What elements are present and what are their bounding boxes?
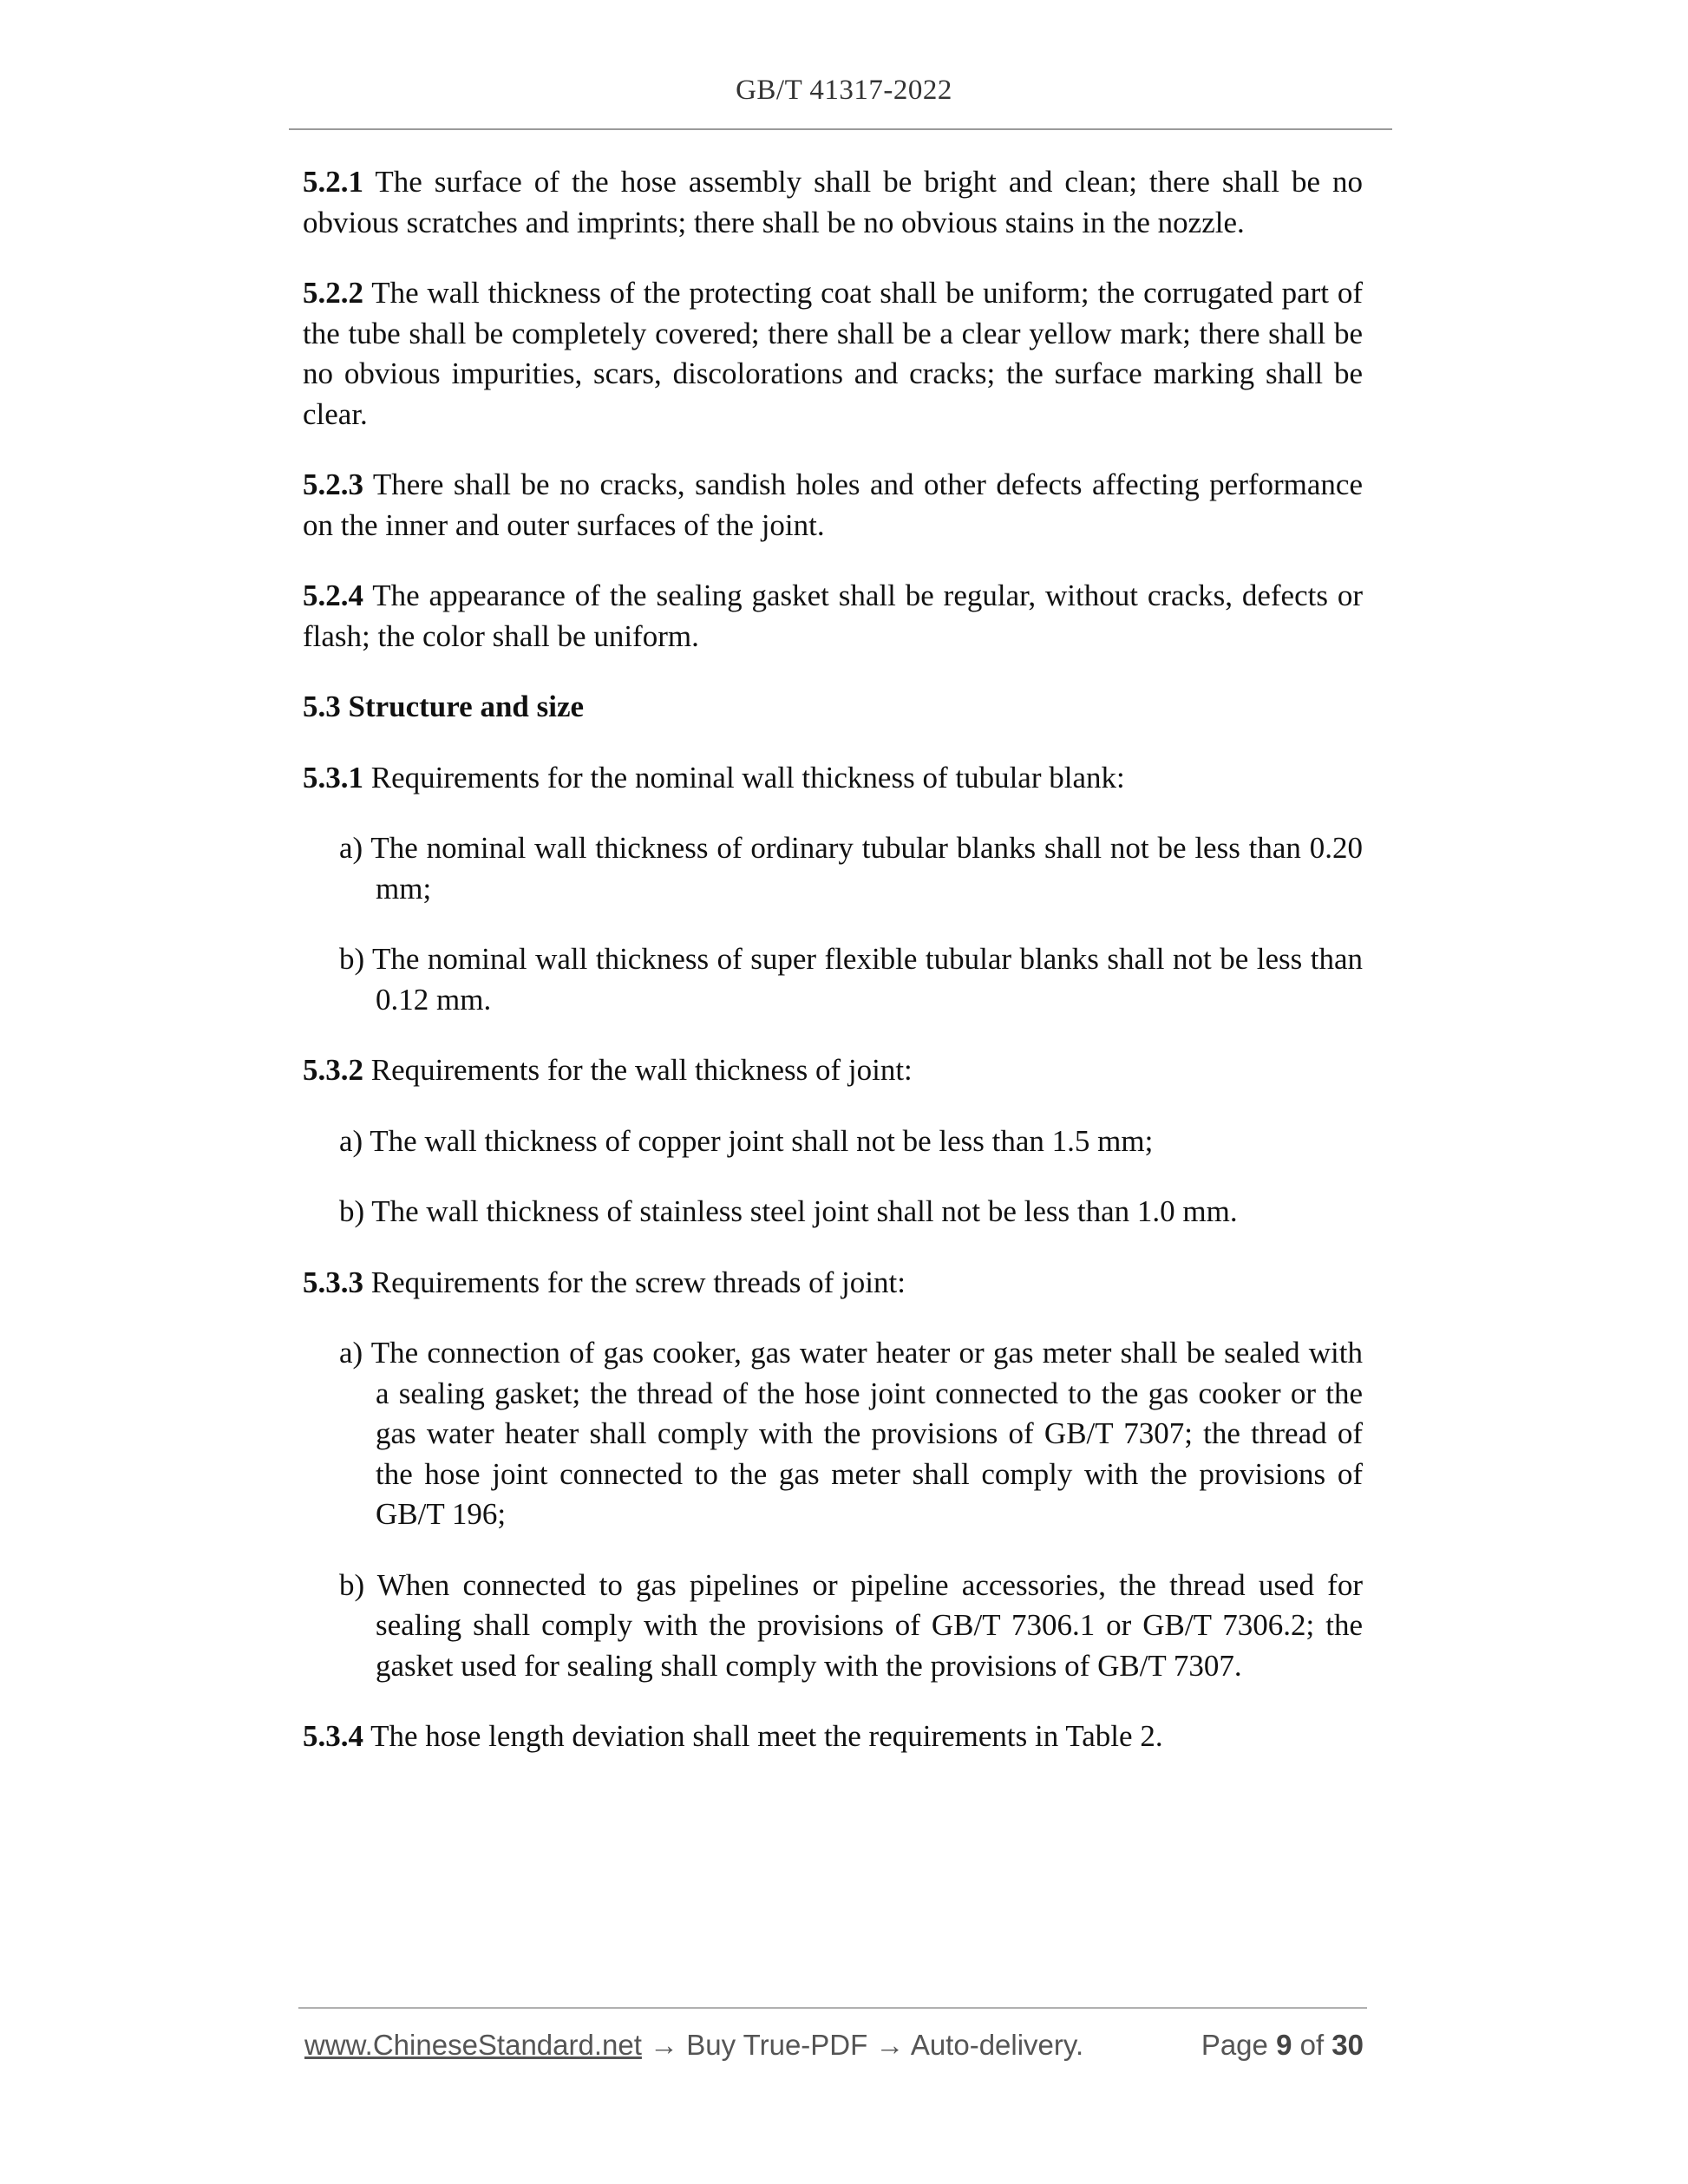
header-divider bbox=[289, 128, 1392, 130]
list-item: a) The connection of gas cooker, gas water heater or gas meter shall be sealed with a sealing gasket; the thread of the hose joint connected to the gas cooker or the gas water heater shall comply with the provisions of GB/T 7307; the thread of the hose joint connected to the gas meter shall comply with the provisions of GB/T 196; bbox=[339, 1336, 1363, 1531]
clause-text: Requirements for the screw threads of joint: bbox=[363, 1265, 906, 1299]
clause-number: 5.2.1 bbox=[303, 165, 363, 199]
page-label: Page bbox=[1201, 2029, 1277, 2061]
footer-divider bbox=[298, 2007, 1367, 2009]
clause-text: Requirements for the wall thickness of joint: bbox=[363, 1053, 913, 1087]
clause-number: 5.2.4 bbox=[303, 579, 363, 612]
clause-number: 5.2.3 bbox=[303, 468, 363, 501]
clause-text: The surface of the hose assembly shall be bright and clean; there shall be no obvious scratches and imprints; there shall be no obvious stains in the nozzle. bbox=[303, 165, 1363, 239]
clause-5-2-4 bbox=[303, 576, 1363, 657]
list-item: a) The nominal wall thickness of ordinary tubular blanks shall not be less than 0.20 mm; bbox=[339, 831, 1363, 906]
clause-5-3-1 bbox=[303, 758, 1363, 799]
clause-5-3-4 bbox=[303, 1716, 1363, 1757]
footer-tagline: → Buy True-PDF → Auto-delivery. bbox=[641, 2029, 1084, 2061]
document-body bbox=[303, 162, 1363, 1788]
clause-number: 5.3.1 bbox=[303, 760, 363, 794]
clause-text: There shall be no cracks, sandish holes and other defects affecting performance on the inner and outer surfaces of the joint. bbox=[303, 468, 1363, 542]
page-indicator bbox=[1201, 2029, 1364, 2062]
clause-number: 5.3.4 bbox=[303, 1719, 363, 1753]
clause-text: Requirements for the nominal wall thickness of tubular blank: bbox=[363, 760, 1125, 794]
list-item: b) When connected to gas pipelines or pipeline accessories, the thread used for sealing shall comply with the provisions of GB/T 7306.1 or GB/T 7306.2; the gasket used for sealing shall comply with the provisions of GB/T 7307. bbox=[339, 1567, 1363, 1683]
clause-5-2-2 bbox=[303, 273, 1363, 435]
clause-number: 5.3.2 bbox=[303, 1053, 363, 1087]
clause-5-3-3 bbox=[303, 1263, 1363, 1304]
document-header: GB/T 41317-2022 bbox=[736, 75, 952, 106]
clause-number: 5.3.3 bbox=[303, 1265, 363, 1299]
clause-5-2-3 bbox=[303, 465, 1363, 546]
list-item: b) The nominal wall thickness of super flexible tubular blanks shall not be less than 0.12 mm. bbox=[339, 942, 1363, 1017]
page-total: 30 bbox=[1331, 2029, 1364, 2061]
page-number: 9 bbox=[1276, 2029, 1292, 2061]
website-link[interactable]: www.ChineseStandard.net bbox=[304, 2029, 642, 2061]
of-label: of bbox=[1292, 2029, 1332, 2061]
list-item: a) The wall thickness of copper joint shall not be less than 1.5 mm; bbox=[339, 1123, 1154, 1158]
clause-number: 5.2.2 bbox=[303, 276, 363, 310]
clause-5-3-2 bbox=[303, 1050, 1363, 1091]
footer-promo bbox=[304, 2029, 1083, 2062]
list-item: b) The wall thickness of stainless steel joint shall not be less than 1.0 mm. bbox=[339, 1194, 1238, 1228]
clause-text: The wall thickness of the protecting coat shall be uniform; the corrugated part of the tube shall be completely covered; there shall be a clear yellow mark; there shall be no obvious impurities, scars, discolorations and cracks; the surface marking shall be clear. bbox=[303, 276, 1363, 431]
clause-5-2-1 bbox=[303, 162, 1363, 243]
clause-text: The hose length deviation shall meet the requirements in Table 2. bbox=[363, 1719, 1163, 1753]
clause-text: The appearance of the sealing gasket shall be regular, without cracks, defects or flash; the color shall be uniform. bbox=[303, 579, 1363, 653]
section-heading-5-3: 5.3 Structure and size bbox=[303, 690, 585, 723]
